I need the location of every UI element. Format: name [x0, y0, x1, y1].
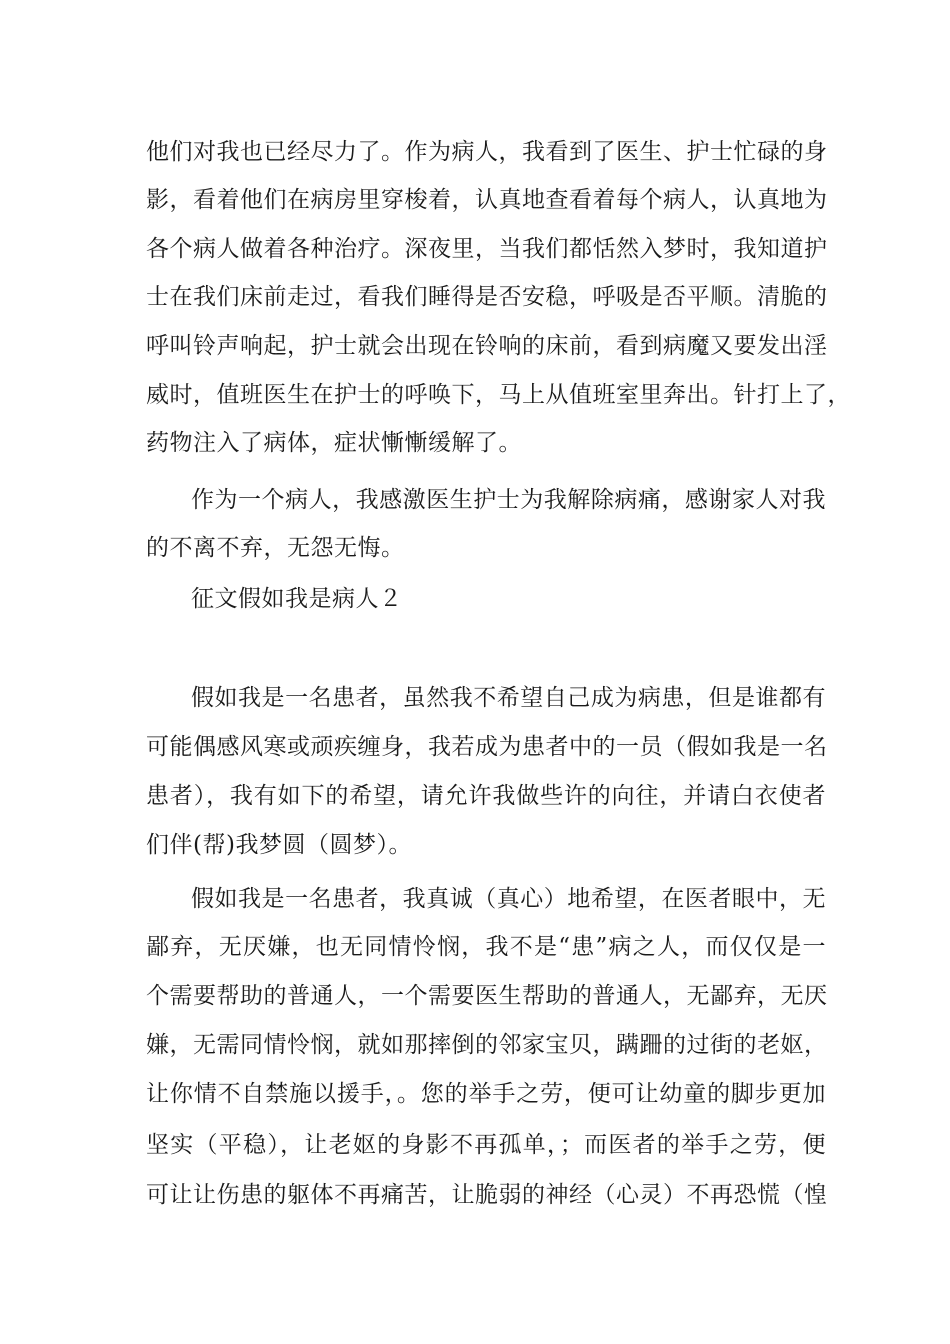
paragraph-line: 各个病人做着各种治疗。深夜里，当我们都恬然入梦时，我知道护 [146, 236, 828, 262]
paragraph-line: 个需要帮助的普通人，一个需要医生帮助的普通人，无鄙弃，无厌 [146, 983, 828, 1009]
paragraph-line: 影，看着他们在病房里穿梭着，认真地查看着每个病人，认真地为 [146, 187, 828, 213]
paragraph-line: 威时，值班医生在护士的呼唤下，马上从值班室里奔出。针打上了， [146, 382, 851, 408]
paragraph-line: 士在我们床前走过，看我们睡得是否安稳，呼吸是否平顺。清脆的 [146, 284, 828, 310]
paragraph-line: 们伴(帮)我梦圆（圆梦）。 [146, 832, 412, 858]
paragraph-line: 他们对我也已经尽力了。作为病人，我看到了医生、护士忙碌的身 [146, 139, 828, 165]
paragraph-line: 的不离不弃，无怨无悔。 [146, 535, 405, 561]
paragraph-line: 药物注入了病体，症状慚慚缓解了。 [146, 430, 522, 456]
paragraph-line: 可让让伤患的躯体不再痛苦，让脆弱的神经（心灵）不再恐慌（惶 [146, 1182, 828, 1208]
paragraph-line: 作为一个病人，我感激医生护士为我解除病痛，感谢家人对我 [191, 487, 826, 513]
paragraph-line: 嫌，无需同情怜悯，就如那摔倒的邻家宝贝，蹒跚的过街的老妪， [146, 1032, 828, 1058]
paragraph-line: 坚实（平稳），让老妪的身影不再孤单，；而医者的举手之劳，便 [146, 1132, 826, 1158]
paragraph-line: 患者），我有如下的希望，请允许我做些许的向往，并请白衣使者 [146, 783, 826, 809]
section-heading: 征文假如我是病人２ [191, 586, 403, 612]
paragraph-line: 可能偶感风寒或顽疾缠身，我若成为患者中的一员（假如我是一名 [146, 734, 828, 760]
paragraph-line: 鄙弃，无厌嫌，也无同情怜悯，我不是“患”病之人，而仅仅是一 [146, 934, 826, 960]
paragraph-line: 呼叫铃声响起，护士就会出现在铃响的床前，看到病魔又要发出淫 [146, 333, 828, 359]
paragraph-line: 让你情不自禁施以援手，。您的举手之劳，便可让幼童的脚步更加 [146, 1081, 826, 1107]
paragraph-line: 假如我是一名患者，虽然我不希望自己成为病患，但是谁都有 [191, 685, 826, 711]
paragraph-line: 假如我是一名患者，我真诚（真心）地希望，在医者眼中，无 [191, 886, 826, 912]
